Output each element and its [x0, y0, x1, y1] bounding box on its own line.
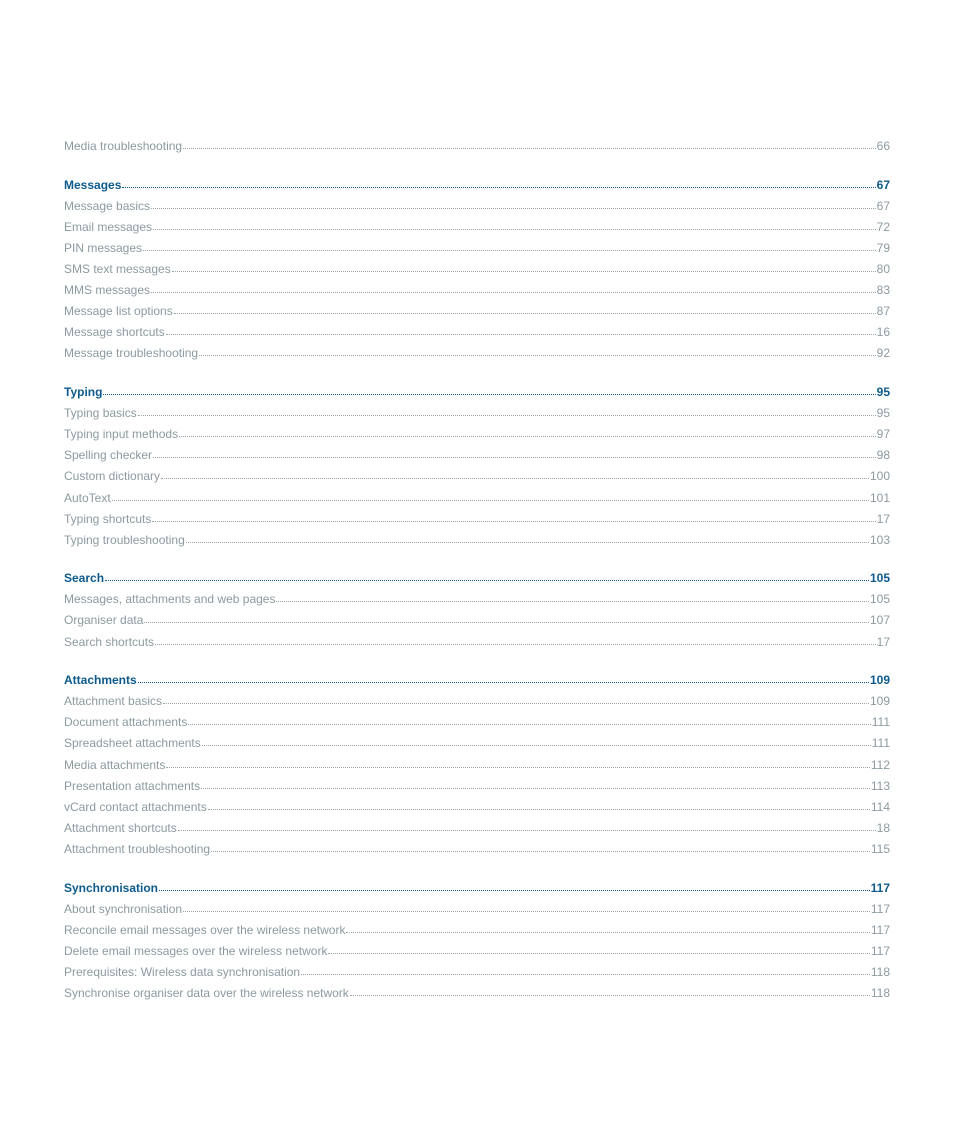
dot-leader	[301, 974, 870, 975]
toc-entry-label: Presentation attachments	[64, 778, 201, 793]
toc-entry-label: Organiser data	[64, 613, 144, 628]
page-number: 95	[876, 385, 890, 400]
toc-entry-link[interactable]	[64, 772, 890, 793]
dot-leader	[172, 271, 876, 272]
dot-leader	[152, 521, 875, 522]
dot-leader	[174, 313, 876, 314]
toc-entry-label: Prerequisites: Wireless data synchronisation	[64, 964, 301, 979]
dot-leader	[138, 415, 876, 416]
toc-heading-label: Typing	[64, 385, 103, 400]
toc-entry-link[interactable]	[64, 441, 890, 462]
table-of-contents	[64, 132, 890, 1017]
toc-entry-label: Message troubleshooting	[64, 346, 199, 361]
page-number: 117	[870, 943, 890, 958]
page-number: 109	[869, 673, 890, 688]
page-number: 118	[870, 964, 890, 979]
toc-entry-label: AutoText	[64, 490, 111, 505]
toc-entry-label: Email messages	[64, 219, 153, 234]
page-number: 101	[869, 490, 890, 505]
toc-section	[64, 564, 890, 648]
dot-leader	[211, 851, 870, 852]
toc-entry-link[interactable]	[64, 276, 890, 297]
toc-entry-label: Message shortcuts	[64, 325, 165, 340]
toc-entry-link[interactable]	[64, 958, 890, 979]
dot-leader	[163, 703, 869, 704]
toc-entry-link[interactable]	[64, 297, 890, 318]
toc-entry-link[interactable]	[64, 606, 890, 627]
dot-leader	[151, 292, 876, 293]
page-number: 67	[876, 198, 890, 213]
toc-entry-link[interactable]	[64, 835, 890, 856]
toc-entry-link[interactable]	[64, 895, 890, 916]
page-number: 118	[870, 985, 890, 1000]
dot-leader	[201, 788, 870, 789]
dot-leader	[166, 334, 876, 335]
page-number: 105	[869, 592, 890, 607]
dot-leader	[112, 500, 869, 501]
page-number: 117	[870, 880, 890, 895]
page-number: 115	[870, 841, 890, 856]
toc-entry-link[interactable]	[64, 793, 890, 814]
toc-entry-label: Search shortcuts	[64, 634, 155, 649]
page-number: 109	[869, 694, 890, 709]
toc-entry-link[interactable]	[64, 420, 890, 441]
toc-entry-label: Message basics	[64, 198, 151, 213]
dot-leader	[208, 809, 870, 810]
toc-entry-link[interactable]	[64, 979, 890, 1000]
toc-entry-link[interactable]	[64, 505, 890, 526]
dot-leader	[155, 644, 876, 645]
toc-heading-label: Search	[64, 571, 105, 586]
dot-leader	[328, 953, 869, 954]
page-number: 17	[876, 634, 890, 649]
page-number: 16	[876, 325, 890, 340]
dot-leader	[350, 995, 870, 996]
toc-entry-label: Typing troubleshooting	[64, 532, 185, 547]
dot-leader	[188, 724, 870, 725]
dot-leader	[166, 767, 869, 768]
page-number: 18	[876, 820, 890, 835]
page-number: 107	[869, 613, 890, 628]
toc-entry-label: Typing shortcuts	[64, 511, 152, 526]
page-number: 95	[876, 406, 890, 421]
toc-entry-link[interactable]	[64, 318, 890, 339]
toc-entry-link[interactable]	[64, 132, 890, 153]
toc-section	[64, 171, 890, 361]
toc-entry-label: Spreadsheet attachments	[64, 736, 201, 751]
toc-entry-label: About synchronisation	[64, 901, 183, 916]
toc-entry-link[interactable]	[64, 585, 890, 606]
toc-heading-label: Messages	[64, 177, 122, 192]
toc-entry-link[interactable]	[64, 192, 890, 213]
toc-heading-label: Synchronisation	[64, 880, 159, 895]
dot-leader	[153, 229, 876, 230]
toc-entry-label: Synchronise organiser data over the wireless network	[64, 985, 349, 1000]
dot-leader	[144, 622, 869, 623]
toc-heading-link[interactable]	[64, 171, 890, 192]
dot-leader	[161, 478, 869, 479]
page-number: 103	[869, 532, 890, 547]
dot-leader	[202, 745, 871, 746]
toc-entry-label: Attachment troubleshooting	[64, 841, 211, 856]
page-number: 111	[871, 715, 890, 730]
page-number: 83	[876, 283, 890, 298]
dot-leader	[276, 601, 869, 602]
toc-heading-label: Attachments	[64, 673, 137, 688]
page-number: 72	[876, 219, 890, 234]
dot-leader	[103, 394, 875, 395]
toc-section	[64, 378, 890, 547]
page-number: 92	[876, 346, 890, 361]
dot-leader	[186, 542, 869, 543]
toc-entry-label: MMS messages	[64, 283, 151, 298]
page-number: 113	[870, 778, 890, 793]
page-number: 17	[876, 511, 890, 526]
toc-entry-link[interactable]	[64, 750, 890, 771]
toc-entry-label: Document attachments	[64, 715, 188, 730]
toc-entry-link[interactable]	[64, 916, 890, 937]
toc-entry-label: SMS text messages	[64, 262, 171, 277]
toc-entry-link[interactable]	[64, 399, 890, 420]
toc-entry-label: Attachment shortcuts	[64, 820, 177, 835]
toc-entry-link[interactable]	[64, 687, 890, 708]
toc-entry-link[interactable]	[64, 483, 890, 504]
dot-leader	[138, 682, 869, 683]
page-number: 87	[876, 304, 890, 319]
page-number: 80	[876, 262, 890, 277]
page-number: 111	[871, 736, 890, 751]
page-number: 105	[869, 571, 890, 586]
page-number: 117	[870, 922, 890, 937]
toc-section	[64, 666, 890, 856]
toc-heading-link[interactable]	[64, 564, 890, 585]
toc-entry-label: Message list options	[64, 304, 173, 319]
toc-section	[64, 873, 890, 1000]
dot-leader	[346, 932, 869, 933]
dot-leader	[183, 148, 876, 149]
page-number: 66	[876, 139, 890, 154]
toc-entry-link[interactable]	[64, 708, 890, 729]
dot-leader	[159, 890, 870, 891]
dot-leader	[151, 208, 876, 209]
page-number: 100	[869, 469, 890, 484]
toc-entry-link[interactable]	[64, 627, 890, 648]
dot-leader	[153, 457, 876, 458]
toc-section	[64, 132, 890, 153]
dot-leader	[183, 911, 870, 912]
toc-entry-link[interactable]	[64, 234, 890, 255]
toc-entry-link[interactable]	[64, 729, 890, 750]
toc-entry-link[interactable]	[64, 213, 890, 234]
toc-entry-label: Media troubleshooting	[64, 139, 183, 154]
dot-leader	[179, 436, 876, 437]
toc-entry-label: Attachment basics	[64, 694, 163, 709]
toc-entry-link[interactable]	[64, 814, 890, 835]
dot-leader	[143, 250, 876, 251]
page-number: 67	[876, 177, 890, 192]
page-number: 114	[870, 799, 890, 814]
toc-entry-link[interactable]	[64, 526, 890, 547]
toc-entry-label: vCard contact attachments	[64, 799, 207, 814]
toc-heading-link[interactable]	[64, 378, 890, 399]
toc-entry-link[interactable]	[64, 462, 890, 483]
toc-entry-link[interactable]	[64, 937, 890, 958]
toc-entry-link[interactable]	[64, 339, 890, 360]
dot-leader	[105, 580, 869, 581]
page-number: 98	[876, 448, 890, 463]
toc-entry-label: Typing input methods	[64, 427, 179, 442]
page-number: 112	[870, 757, 890, 772]
toc-entry-link[interactable]	[64, 255, 890, 276]
page-number: 97	[876, 427, 890, 442]
toc-entry-label: Spelling checker	[64, 448, 153, 463]
toc-heading-link[interactable]	[64, 873, 890, 894]
toc-entry-label: Delete email messages over the wireless network	[64, 943, 328, 958]
page-number: 117	[870, 901, 890, 916]
toc-entry-label: Reconcile email messages over the wireless network	[64, 922, 346, 937]
toc-entry-label: Typing basics	[64, 406, 137, 421]
toc-entry-label: Messages, attachments and web pages	[64, 592, 276, 607]
dot-leader	[199, 355, 876, 356]
page-number: 79	[876, 240, 890, 255]
dot-leader	[178, 830, 876, 831]
dot-leader	[122, 187, 875, 188]
toc-entry-label: PIN messages	[64, 240, 143, 255]
toc-entry-label: Media attachments	[64, 757, 166, 772]
toc-heading-link[interactable]	[64, 666, 890, 687]
toc-entry-label: Custom dictionary	[64, 469, 161, 484]
